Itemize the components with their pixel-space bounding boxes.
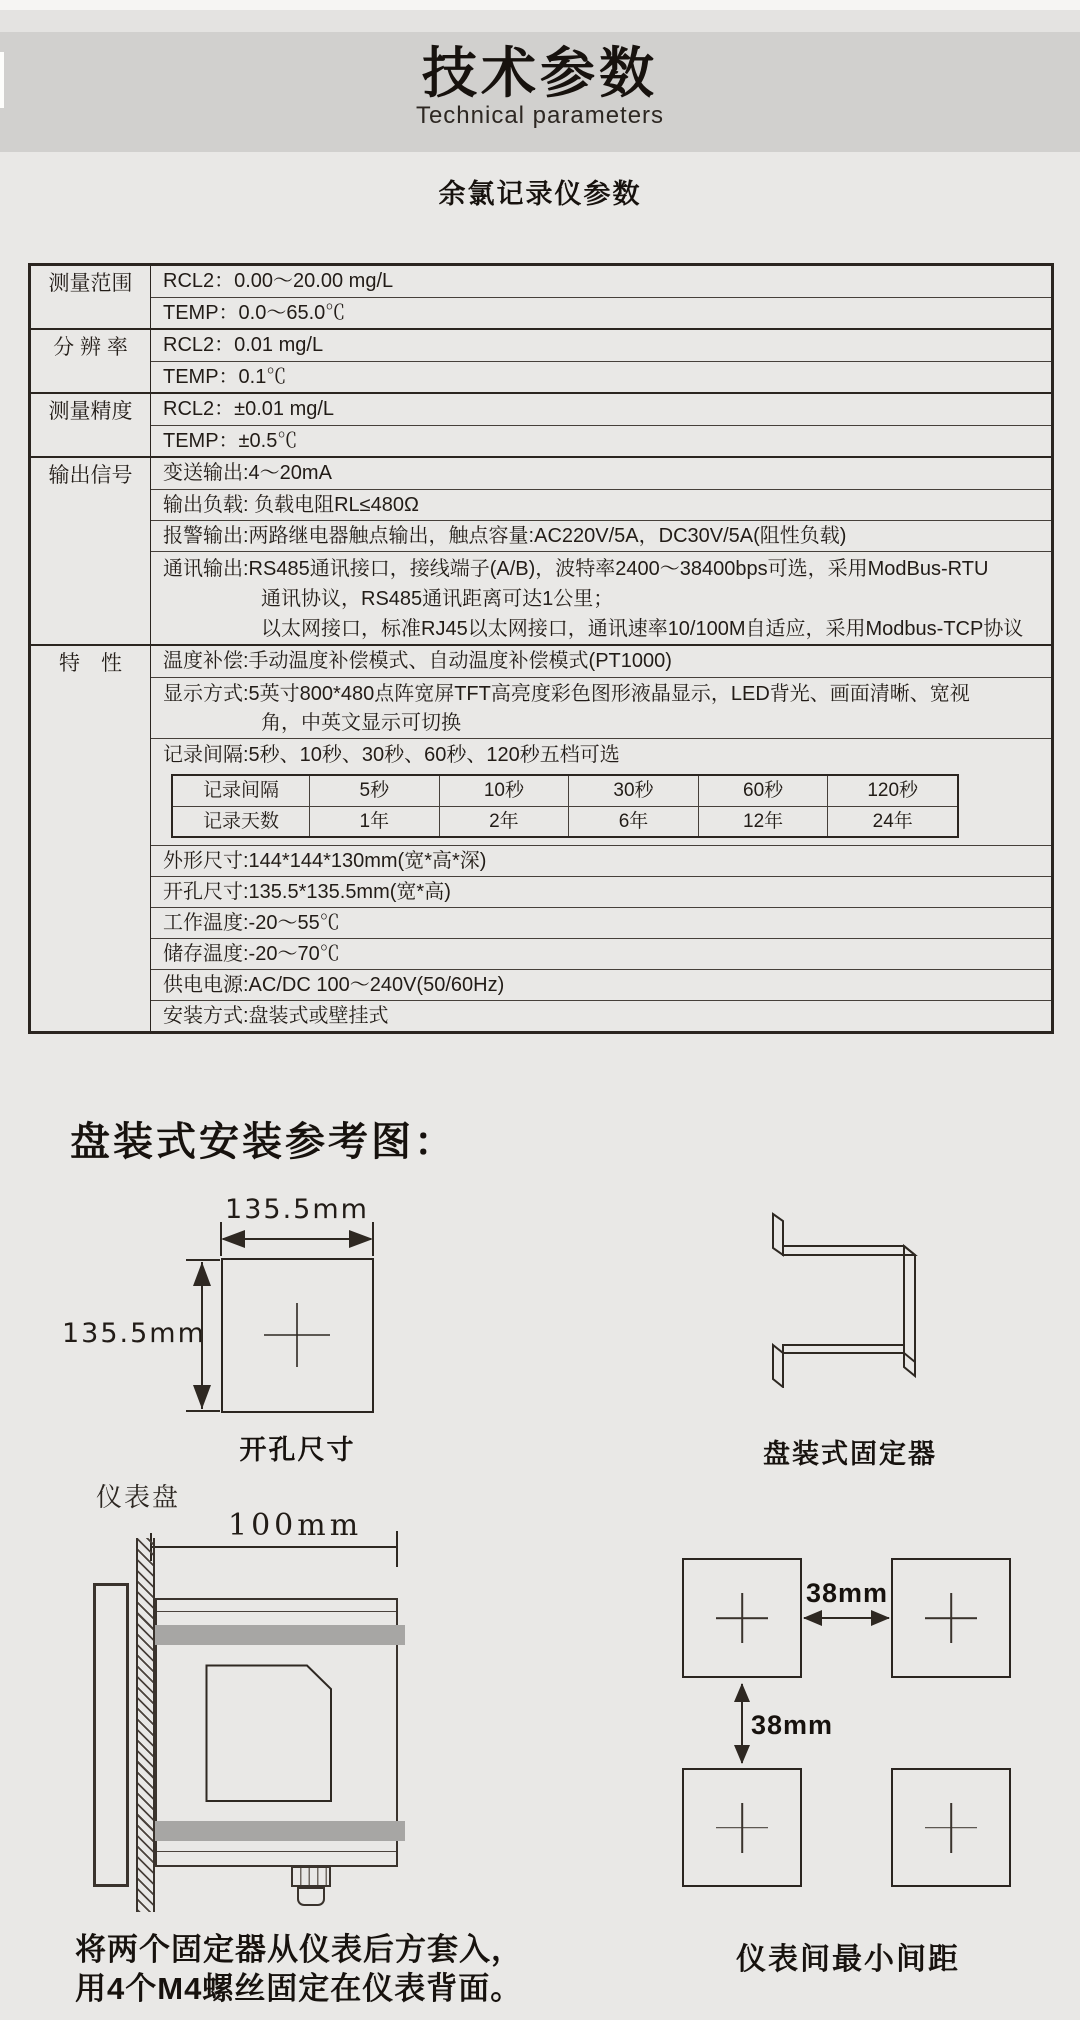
display-line-2: 角，中英文显示可切换 [261, 712, 461, 734]
top-strip [0, 0, 1080, 10]
center-cross-icon [223, 1260, 371, 1410]
spec-row: 供电电源:AC/DC 100～240V(50/60Hz) [151, 969, 1051, 1000]
spec-row: 输出负载: 负载电阻RL≤480Ω [151, 489, 1051, 520]
record-interval-line: 记录间隔:5秒、10秒、30秒、60秒、120秒五档可选 [163, 744, 620, 766]
interval-cell: 记录间隔 [202, 780, 279, 801]
spec-row-comm [151, 551, 1051, 644]
cable-gland-tip [297, 1887, 325, 1906]
spec-row: TEMP：0.1℃ [151, 361, 1051, 392]
interval-cell: 24年 [827, 806, 957, 836]
spec-row: 储存温度:-20～70℃ [151, 938, 1051, 969]
vertical-gap-label: 38mm [751, 1710, 834, 1740]
mounting-note [75, 1930, 523, 2008]
spec-row: 外形尺寸:144*144*130mm(宽*高*深) [151, 845, 1051, 876]
interval-cell: 记录天数 [173, 806, 309, 836]
params-section-title: 余氯记录仪参数 [438, 179, 642, 209]
comm-line-3: 以太网接口，标准RJ45以太网接口，通讯速率10/100M自适应，采用Modbus-TCP协议 [261, 618, 1024, 640]
fixer-bar-bottom [155, 1821, 405, 1841]
mounting-panel-hatch [136, 1538, 155, 1912]
group-measure-range [31, 266, 1051, 328]
mounting-note-line-2: 用4个M4螺丝固定在仪表背面。 [75, 1971, 523, 2006]
group-resolution [31, 328, 1051, 392]
cable-gland-nut [291, 1866, 331, 1887]
interval-cell: 12年 [698, 806, 828, 836]
interval-cell: 1年 [309, 806, 439, 836]
spec-row: 变送输出:4～20mA [163, 462, 332, 484]
vertical-gap-arrow-icon [727, 1680, 757, 1767]
body-top-line [157, 1611, 396, 1612]
group-label: 分 辨 率 [31, 330, 151, 392]
group-accuracy [31, 392, 1051, 456]
record-interval-table [171, 774, 959, 838]
cutout-caption: 开孔尺寸 [239, 1435, 356, 1465]
width-dimension-arrow-icon [213, 1220, 381, 1260]
panel-mount-bracket-icon [758, 1206, 933, 1388]
instrument-front-bezel [93, 1583, 129, 1887]
minimum-spacing-caption: 仪表间最小间距 [736, 1943, 960, 1976]
interval-cell: 60秒 [698, 776, 828, 806]
interval-cell: 5秒 [309, 776, 439, 806]
terminal-block-icon [205, 1664, 333, 1803]
horizontal-gap-arrow-icon [800, 1604, 893, 1632]
height-dimension-arrow-icon [182, 1254, 224, 1417]
spec-row: 温度补偿:手动温度补偿模式、自动温度补偿模式(PT1000) [163, 650, 672, 672]
interval-cell: 30秒 [568, 776, 698, 806]
instrument-square-top-left [682, 1558, 802, 1678]
top-strip-2 [0, 10, 1080, 32]
spec-row: 工作温度:-20～55℃ [151, 907, 1051, 938]
left-edge-notch [0, 52, 4, 108]
comm-line-1: 通讯输出:RS485通讯接口，接线端子(A/B)，波特率2400～38400bps可选，采用ModBus-RTU [163, 558, 989, 580]
interval-cell: 2年 [439, 806, 569, 836]
group-output-signal [31, 456, 1051, 644]
group-label: 测量精度 [31, 394, 151, 456]
bracket-caption: 盘装式固定器 [763, 1439, 937, 1469]
group-label: 测量范围 [31, 266, 151, 328]
spec-row: 开孔尺寸:135.5*135.5mm(宽*高) [151, 876, 1051, 907]
page-title: 技术参数 [421, 42, 658, 104]
cutout-width-label: 135.5mm [225, 1194, 369, 1225]
install-section-title: 盘装式安装参考图： [70, 1120, 457, 1164]
interval-cell: 120秒 [827, 776, 957, 806]
spec-row-display [151, 677, 1051, 738]
instrument-panel-label: 仪表盘 [96, 1482, 181, 1512]
spec-row-record-interval [151, 738, 1051, 845]
spec-row: 安装方式:盘装式或壁挂式 [151, 1000, 1051, 1031]
spec-row: RCL2：0.00～20.00 mg/L [163, 270, 394, 292]
cutout-height-label: 135.5mm [62, 1318, 206, 1349]
display-line-1: 显示方式:5英寸800*480点阵宽屏TFT高亮度彩色图形液晶显示，LED背光、画面清晰、宽视 [163, 683, 970, 705]
instrument-square-top-right [891, 1558, 1011, 1678]
interval-cell: 10秒 [439, 776, 569, 806]
spec-table [28, 263, 1054, 1034]
page-subtitle: Technical parameters [415, 102, 665, 129]
mounting-note-line-1: 将两个固定器从仪表后方套入， [75, 1932, 523, 1967]
horizontal-gap-label: 38mm [806, 1578, 889, 1608]
panel-width-dimension-line-icon [148, 1529, 402, 1569]
comm-line-2: 通讯协议，RS485通讯距离可达1公里； [261, 588, 614, 610]
panel-width-label: 100mm [228, 1508, 363, 1543]
instrument-square-bottom-left [682, 1768, 802, 1887]
spec-row: TEMP：±0.5℃ [151, 425, 1051, 456]
panel-cutout-square [221, 1258, 374, 1413]
spec-row: 报警输出:两路继电器触点输出，触点容量:AC220V/5A，DC30V/5A(阻性负载) [151, 520, 1051, 551]
group-label: 特 性 [31, 646, 151, 1031]
spec-row: TEMP：0.0～65.0℃ [151, 297, 1051, 328]
body-bottom-line [157, 1851, 396, 1852]
fixer-bar-top [155, 1625, 405, 1645]
group-label: 输出信号 [31, 458, 151, 644]
spec-row: RCL2：±0.01 mg/L [163, 398, 335, 420]
interval-cell: 6年 [568, 806, 698, 836]
group-features [31, 644, 1051, 1031]
instrument-square-bottom-right [891, 1768, 1011, 1887]
spec-row: RCL2：0.01 mg/L [163, 334, 324, 356]
header-band [0, 32, 1080, 152]
